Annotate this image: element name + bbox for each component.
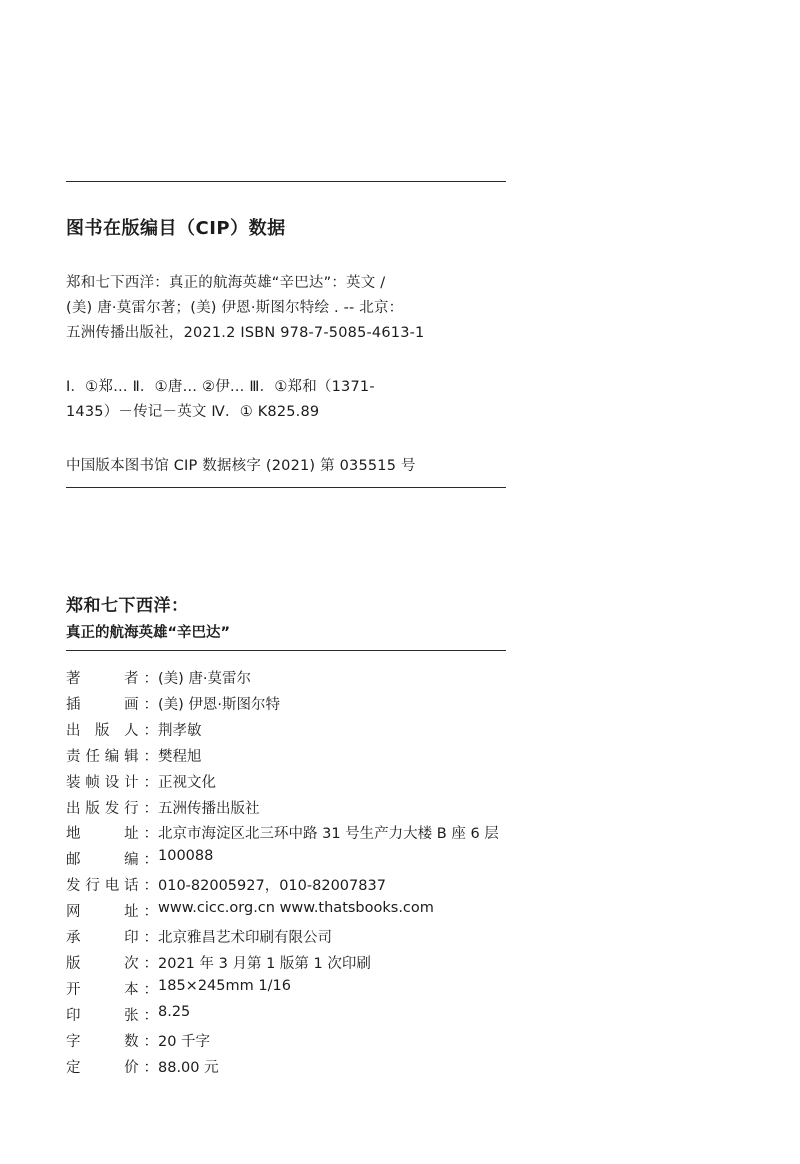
info-value: 樊程旭 [158,748,202,765]
info-row [66,693,280,714]
info-value: 荆孝敏 [158,722,202,739]
info-value: 2021 年 3 月第 1 版第 1 次印刷 [158,955,371,972]
top-rule [66,181,506,182]
info-value: 正视文化 [158,774,216,791]
info-label: 出 版 人： [66,722,158,739]
info-label: 网 址： [66,904,158,921]
info-label: 发行电话： [66,878,158,895]
info-value: 88.00 元 [158,1059,219,1076]
info-label: 开 本： [66,981,158,998]
info-row [66,797,260,818]
book-subtitle: 真正的航海英雄“辛巴达” [66,625,231,641]
info-label: 承 印： [66,930,158,946]
info-label: 印 张： [66,1007,158,1024]
info-row [66,978,291,999]
info-value: 北京市海淀区北三环中路 31 号生产力大楼 B 座 6 层 [158,826,499,843]
info-label: 地 址： [66,826,158,843]
info-row [66,667,251,688]
info-value: (美) 唐·莫雷尔 [158,671,252,687]
info-row [66,952,371,973]
info-value: 北京雅昌艺术印刷有限公司 [158,930,332,946]
cip-line-2: (美) 唐·莫雷尔著；(美) 伊恩·斯图尔特绘 . -- 北京： [66,300,404,316]
info-value: 010-82005927，010-82007837 [158,878,386,895]
info-row [66,745,202,766]
info-row [66,900,434,921]
cip-bottom-rule [66,487,506,488]
info-row [66,848,213,869]
info-row [66,926,332,947]
info-label: 著 者： [66,671,158,687]
info-label: 装帧设计： [66,774,158,791]
info-value: 8.25 [158,1003,191,1020]
info-value: (美) 伊恩·斯图尔特 [158,696,281,713]
info-value: 五洲传播出版社 [158,800,260,817]
info-row [66,1056,219,1077]
cip-title: 图书在版编目（CIP）数据 [66,218,286,239]
info-label: 版 次： [66,955,158,972]
info-row [66,1030,210,1051]
info-row [66,822,499,843]
cip-line-3: 五洲传播出版社，2021.2 ISBN 978-7-5085-4613-1 [66,325,425,341]
cip-number: 中国版本图书馆 CIP 数据核字 (2021) 第 035515 号 [66,458,416,474]
info-row [66,874,386,895]
info-label: 插 画： [66,696,158,713]
info-value: 20 千字 [158,1033,211,1050]
info-row [66,1004,190,1025]
subject-line-2: 1435）－传记－英文 Ⅳ．① K825.89 [66,404,320,420]
subject-line-1: Ⅰ．①郑… Ⅱ．①唐… ②伊… Ⅲ．①郑和（1371- [66,379,375,395]
cip-line-1: 郑和七下西洋：真正的航海英雄“辛巴达”：英文 / [66,275,386,291]
book-title: 郑和七下西洋： [66,596,189,616]
info-row [66,719,202,740]
info-value: www.cicc.org.cn www.thatsbooks.com [158,900,434,917]
info-value: 100088 [158,848,214,865]
info-label: 定 价： [66,1059,158,1076]
info-label: 字 数： [66,1033,158,1050]
book-title-rule [66,650,506,651]
info-label: 邮 编： [66,852,158,869]
info-row [66,771,216,792]
info-label: 出版发行： [66,800,158,817]
info-label: 责任编辑： [66,748,158,765]
info-value: 185×245mm 1/16 [158,977,291,994]
